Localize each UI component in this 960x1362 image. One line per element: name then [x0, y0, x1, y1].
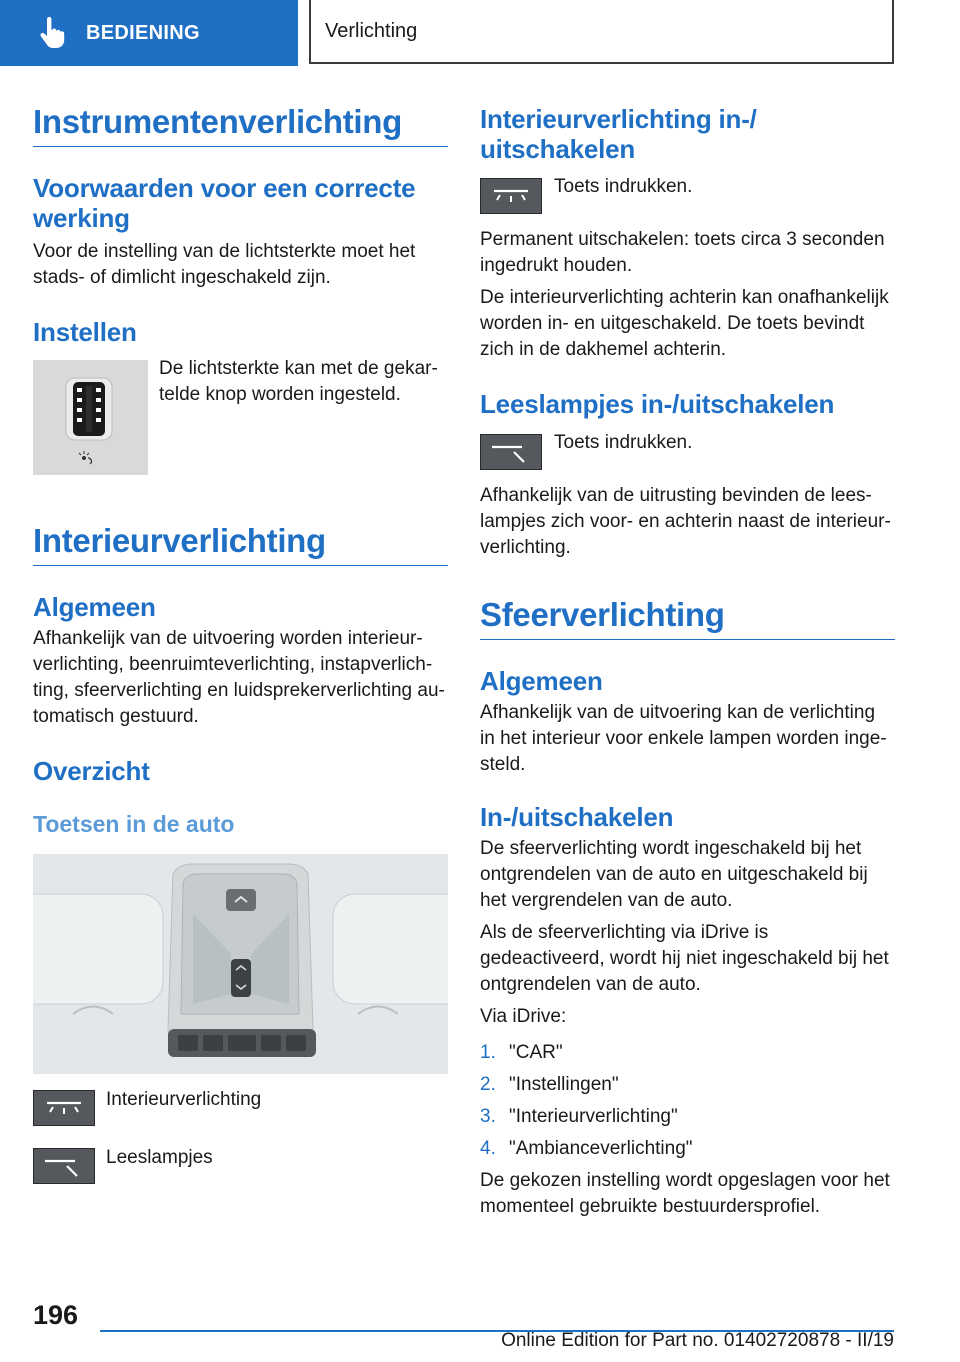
- text-algemeen-left: Afhankelijk van de uitvoering worden interieurverlichting, beenruimteverlichting, instapverlichting, sfeerverlichting en luidsprekerverlichting automatisch gestuurd.: [33, 628, 445, 727]
- text-algemeen-right: Afhankelijk van de uitvoering kan de verlichting in het interieur voor enkele lampen worden ingesteld.: [480, 702, 887, 775]
- right-column: [480, 104, 895, 1220]
- heading-interieurverlichting: Interieurverlichting: [33, 519, 448, 566]
- dimmer-knob-photo: [33, 360, 148, 475]
- section-header: [311, 0, 894, 64]
- page-number: 196: [33, 1300, 79, 1330]
- interior-light-key-icon: [33, 1090, 95, 1126]
- heading-interieur-inuit: Interieurverlichting in-/ uitschakelen: [480, 104, 757, 164]
- text-opgeslagen: De gekozen instelling wordt opgeslagen voor het momenteel gebruikte bestuurdersprofiel.: [480, 1170, 890, 1217]
- text-via-idrive: Via iDrive:: [480, 1006, 567, 1027]
- footer-edition: Online Edition for Part no. 01402720878 - II/19: [501, 1330, 894, 1351]
- reading-light-key-icon: [33, 1148, 95, 1184]
- chapter-label: BEDIENING: [86, 21, 200, 44]
- hand-pointer-icon: [38, 17, 66, 49]
- text-instellen: De lichtsterkte kan met de gekartelde knop worden ingesteld.: [159, 358, 438, 405]
- list-item: 4. "Ambianceverlichting": [480, 1138, 693, 1159]
- text-voorwaarden: Voor de instelling van de lichtsterkte moet het stads- of dimlicht ingeschakeld zijn.: [33, 241, 416, 288]
- heading-sfeerverlichting: Sfeerverlichting: [480, 593, 895, 640]
- heading-algemeen-left: Algemeen: [33, 592, 156, 622]
- heading-toetsen: Toetsen in de auto: [33, 811, 235, 837]
- legend-row-lees: [33, 1148, 448, 1184]
- text-inuit-1: De sfeerverlichting wordt ingeschakeld bij het ontgrendelen van de auto en uitgeschakeld bij het vergrendelen van de auto.: [480, 838, 868, 911]
- toets-row-2: [480, 434, 895, 470]
- legend-lees: Leeslampjes: [106, 1147, 213, 1168]
- roof-console-photo: [33, 854, 448, 1074]
- reading-light-button-icon: [480, 434, 542, 470]
- list-item: 3. "Interieurverlichting": [480, 1106, 678, 1127]
- heading-overzicht: Overzicht: [33, 756, 150, 786]
- text-achterin: De interieurverlichting achterin kan onafhankelijk worden in- en uitgeschakeld. De toets bevindt zich in de dakhemel achterin.: [480, 287, 889, 360]
- instellen-row: [33, 360, 448, 475]
- heading-instellen: Instellen: [33, 317, 137, 347]
- legend-row-interieur: [33, 1090, 448, 1126]
- interior-light-button-icon: [480, 178, 542, 214]
- heading-instrumentenverlichting: Instrumentenverlichting: [33, 100, 448, 147]
- list-item: 1. "CAR": [480, 1042, 563, 1063]
- section-label: Verlichting: [325, 19, 418, 42]
- legend-interieur: Interieurverlichting: [106, 1089, 262, 1110]
- heading-leeslampjes: Leeslampjes in-/uitschakelen: [480, 389, 835, 419]
- heading-algemeen-right: Algemeen: [480, 666, 603, 696]
- text-leeslampjes: Afhankelijk van de uitrusting bevinden de leeslampjes zich voor- en achterin naast de interieurverlichting.: [480, 485, 891, 558]
- chapter-tab: [0, 0, 298, 66]
- text-permanent: Permanent uitschakelen: toets circa 3 seconden ingedrukt houden.: [480, 229, 885, 276]
- toets-row-1: [480, 178, 895, 214]
- idrive-steps: [480, 1040, 895, 1162]
- heading-voorwaarden: Voorwaarden voor een correcte werking: [33, 173, 416, 233]
- heading-inuitschakelen: In-/uitschakelen: [480, 802, 674, 832]
- left-column: [33, 100, 448, 1184]
- text-inuit-2: Als de sfeerverlichting via iDrive is gedeactiveerd, wordt hij niet ingeschakeld bij het ontgrendelen van de auto.: [480, 922, 889, 995]
- text-toets-1: Toets indrukken.: [554, 176, 693, 197]
- list-item: 2. "Instellingen": [480, 1074, 619, 1095]
- text-toets-2: Toets indrukken.: [554, 432, 693, 453]
